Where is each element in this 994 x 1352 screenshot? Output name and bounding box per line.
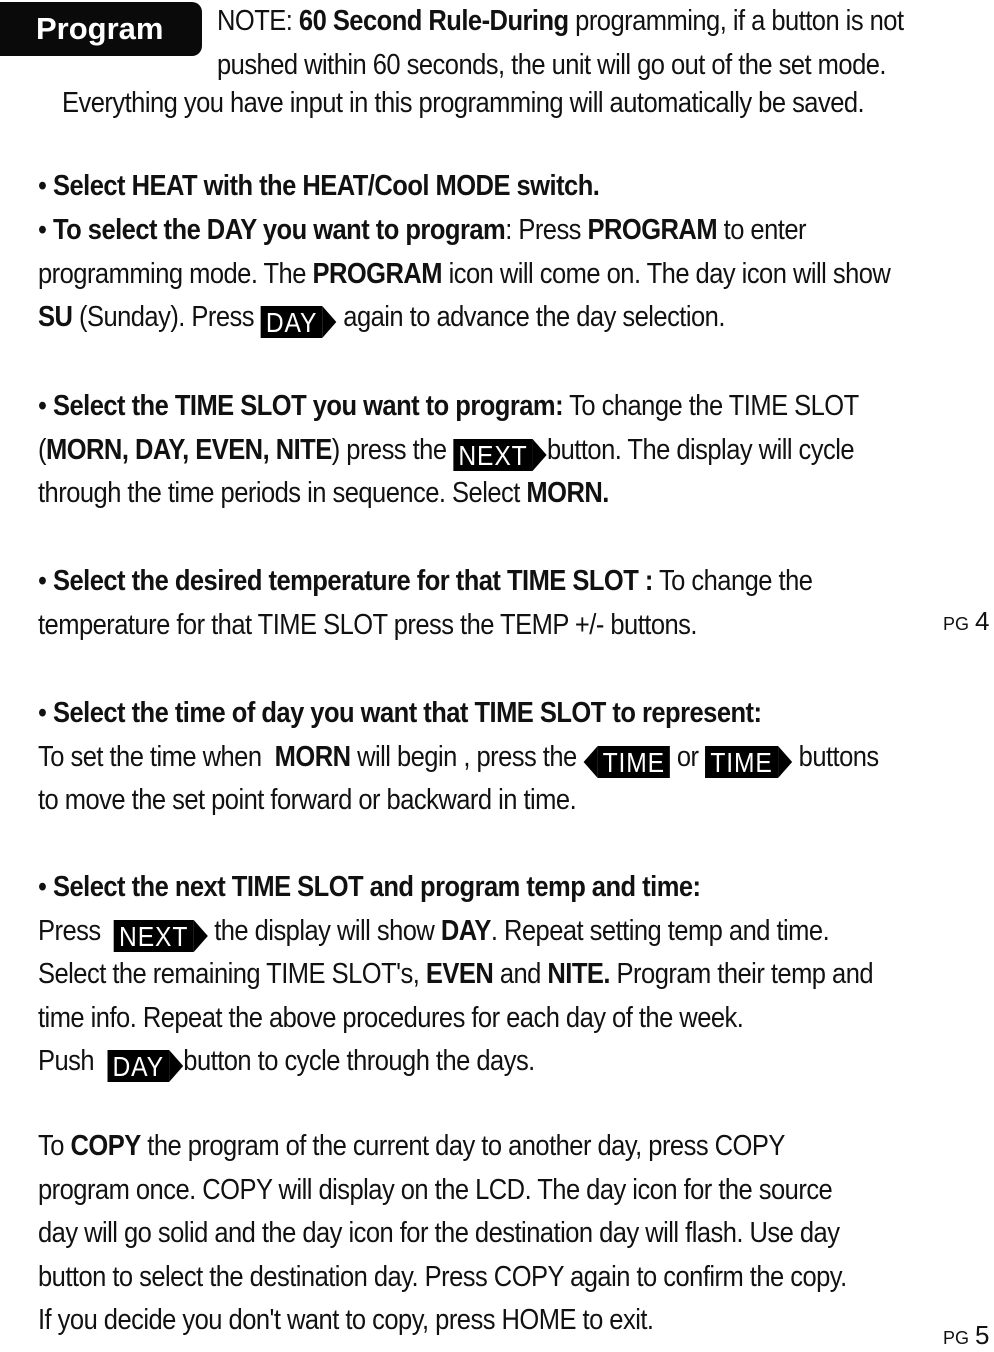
time-forward-button-icon: TIME xyxy=(705,746,778,778)
next-button-icon: NEXT xyxy=(453,439,533,471)
note-line-3: Everything you have input in this programming will automatically be saved. xyxy=(62,87,865,119)
step-select-heat: • Select HEAT with the HEAT/Cool MODE switch. xyxy=(38,170,600,202)
program-tab xyxy=(0,2,202,56)
day-button-icon: DAY xyxy=(107,1050,169,1082)
step-select-day: • To select the DAY you want to program: Press PROGRAM to enter programming mode. The PROGRAM icon will come on. The day icon will show SU (Sunday). Press DAY again to advance the day selection. xyxy=(38,214,891,338)
day-button-icon: DAY xyxy=(261,306,323,338)
step-next-time-slot: • Select the next TIME SLOT and program temp and time: Press NEXT the display will show DAY. Repeat setting temp and time. Select the remaining TIME SLOT's, EVEN and NITE. Program their temp and time info. Repeat the above procedures for each day of the week. Push DAY button to cycle through the days. xyxy=(38,871,874,1082)
step-select-temperature: • Select the desired temperature for that TIME SLOT : To change the temperature for that TIME SLOT press the TEMP +/- buttons. xyxy=(38,565,813,641)
next-button-icon: NEXT xyxy=(114,920,194,952)
copy-paragraph: To COPY the program of the current day to another day, press COPY program once. COPY will display on the LCD. The day icon for the source day will go solid and the day icon for the destination day will flash. Use day button to select the destination day. Press COPY again to confirm the copy. If you decide you don't want to copy, press HOME to exit. xyxy=(38,1130,847,1336)
step-select-time-of-day: • Select the time of day you want that TIME SLOT to represent: To set the time when MORN will begin , press the TIME or TIME buttons to move the set point forward or backward in time. xyxy=(38,697,879,816)
page-number-5: PG 5 xyxy=(943,1320,990,1350)
time-back-button-icon: TIME xyxy=(597,746,670,778)
page-number-4: PG 4 xyxy=(943,606,990,636)
note-paragraph: NOTE: 60 Second Rule-During programming, if a button is not pushed within 60 seconds, the unit will go out of the set mode. xyxy=(217,5,904,81)
program-tab-label: Program xyxy=(36,11,164,46)
step-select-time-slot: • Select the TIME SLOT you want to program: To change the TIME SLOT (MORN, DAY, EVEN, NITE) press the NEXT button. The display will cycle through the time periods in sequence. Select MORN. xyxy=(38,390,859,509)
